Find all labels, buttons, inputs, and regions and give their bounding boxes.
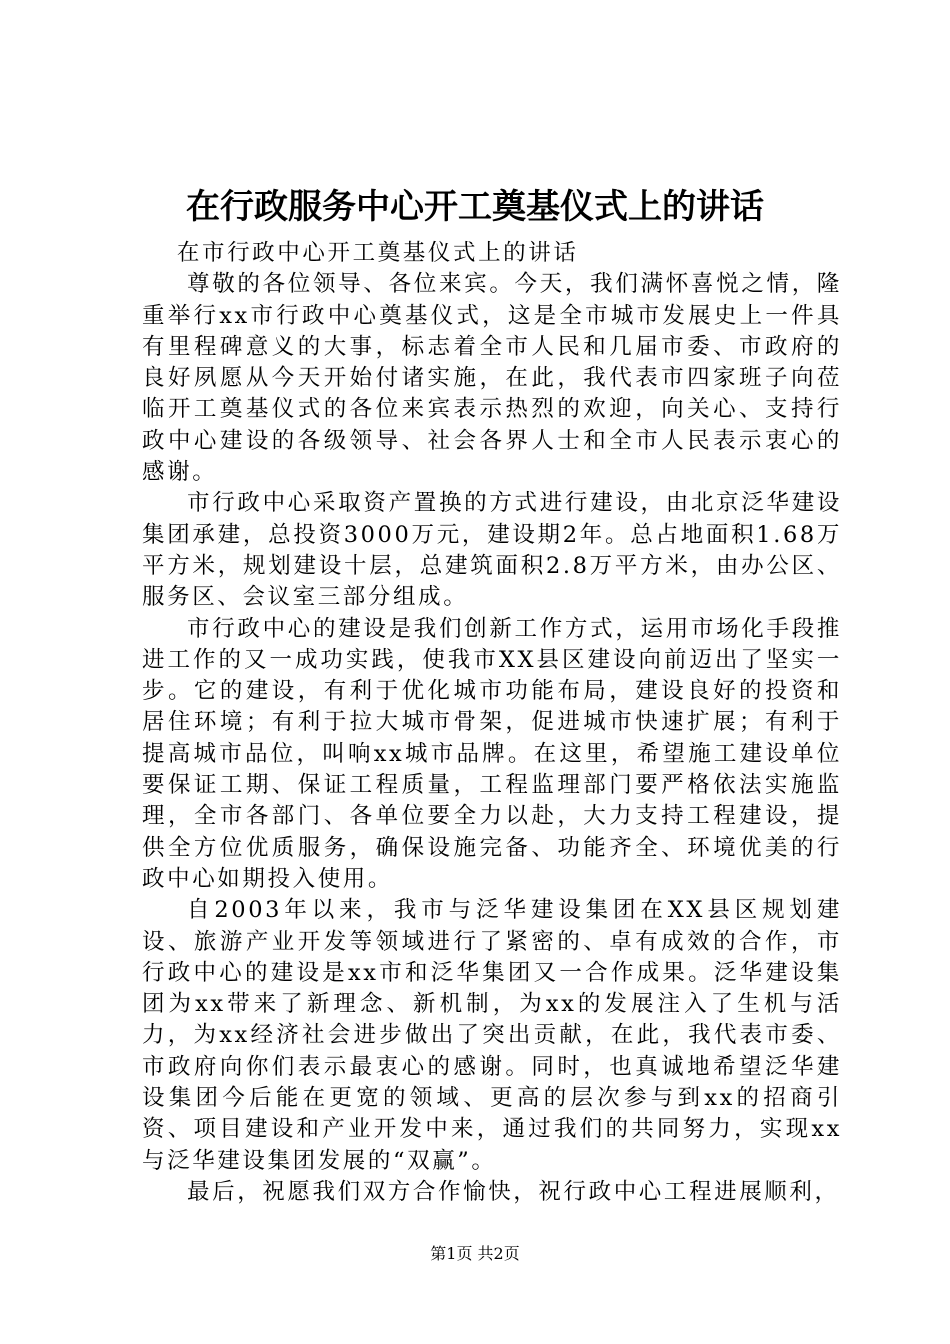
paragraph: 尊敬的各位领导、各位来宾。今天，我们满怀喜悦之情，隆重举行xx市行政中心奠基仪式，这是全市城市发展史上一件具有里程碑意义的大事，标志着全市人民和几届市委、市政府的良好夙愿从今天开始付诸实施，在此，我代表市四家班子向莅临开工奠基仪式的各位来宾表示热烈的欢迎，向关心、支持行政中心建设的各级领导、社会各界人士和全市人民表示衷心的感谢。 bbox=[142, 271, 842, 486]
page-indicator: 第1页 共2页 bbox=[430, 1244, 520, 1263]
document-title: 在行政服务中心开工奠基仪式上的讲话 bbox=[186, 187, 764, 227]
paragraph: 市行政中心采取资产置换的方式进行建设，由北京泛华建设集团承建，总投资3000万元，建设期2年。总占地面积1.68万平方米，规划建设十层，总建筑面积2.8万平方米，由办公区、服务区、会议室三部分组成。 bbox=[142, 490, 842, 611]
paragraph: 最后，祝愿我们双方合作愉快，祝行政中心工程进展顺利， bbox=[187, 1178, 840, 1205]
document-body bbox=[142, 238, 842, 1208]
paragraph: 自2003年以来，我市与泛华建设集团在XX县区规划建设、旅游产业开发等领域进行了紧密的、卓有成效的合作，市行政中心的建设是xx市和泛华集团又一合作成果。泛华建设集团为xx带来了新理念、新机制，为xx的发展注入了生机与活力，为xx经济社会进步做出了突出贡献，在此，我代表市委、市政府向你们表示最衷心的感谢。同时，也真诚地希望泛华建设集团今后能在更宽的领域、更高的层次参与到xx的招商引资、项目建设和产业开发中来，通过我们的共同努力，实现xx与泛华建设集团发展的“双赢”。 bbox=[142, 897, 842, 1174]
document-subtitle: 在市行政中心开工奠基仪式上的讲话 bbox=[176, 240, 579, 266]
paragraph: 市行政中心的建设是我们创新工作方式，运用市场化手段推进工作的又一成功实践，使我市XX县区建设向前迈出了坚实一步。它的建设，有利于优化城市功能布局，建设良好的投资和居住环境；有利于拉大城市骨架，促进城市快速扩展；有利于提高城市品位，叫响xx城市品牌。在这里，希望施工建设单位要保证工期、保证工程质量，工程监理部门要严格依法实施监理，全市各部门、各单位要全力以赴，大力支持工程建设，提供全方位优质服务，确保设施完备、功能齐全、环境优美的行政中心如期投入使用。 bbox=[142, 615, 842, 892]
